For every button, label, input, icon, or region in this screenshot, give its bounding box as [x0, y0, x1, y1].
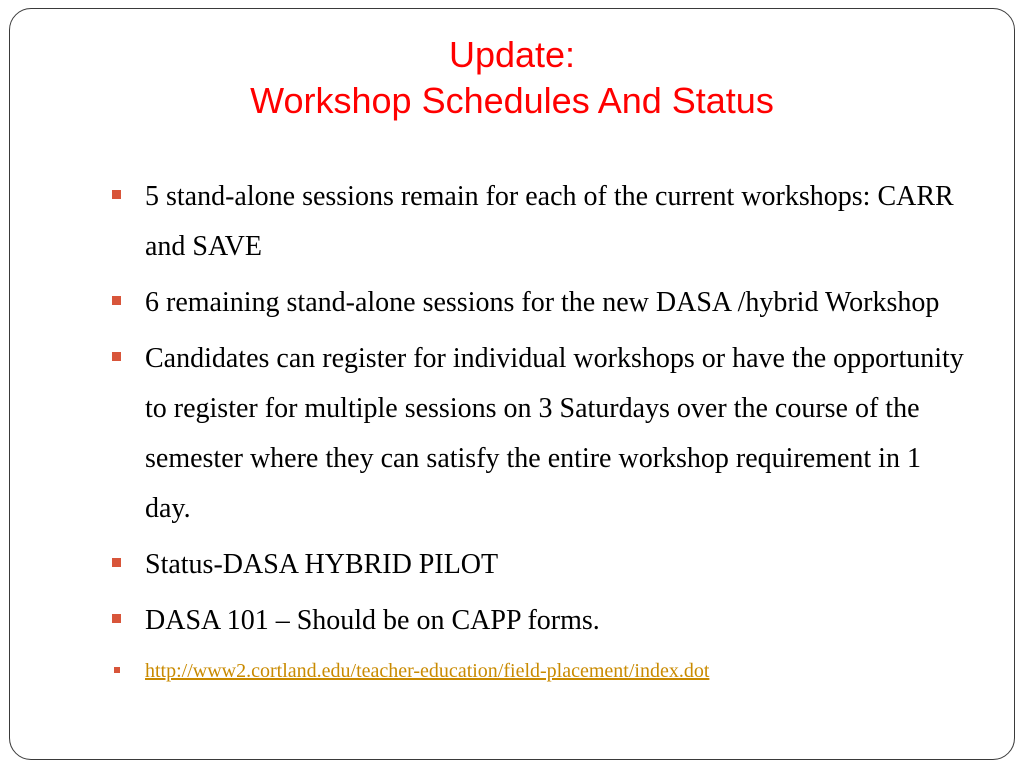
title-line-1: Update: [448, 34, 576, 75]
square-bullet-icon [112, 558, 121, 567]
bullet-item [112, 172, 972, 272]
bullet-text: Status-DASA HYBRID PILOT [145, 549, 499, 580]
bullet-list [112, 172, 972, 686]
bullet-item-link [112, 656, 972, 686]
bullet-text: 5 stand-alone sessions remain for each of the current workshops: CARR and SAVE [145, 181, 954, 262]
square-bullet-icon [112, 614, 121, 623]
bullet-item [112, 596, 972, 646]
title-line-2: Workshop Schedules And Status [250, 80, 774, 121]
square-bullet-icon [112, 296, 121, 305]
bullet-text: DASA 101 – Should be on CAPP forms. [145, 605, 600, 636]
bullet-item [112, 334, 972, 534]
field-placement-link[interactable]: http://www2.cortland.edu/teacher-education/field-placement/index.dot [145, 660, 710, 682]
square-bullet-icon [112, 190, 121, 199]
slide-title [0, 32, 1024, 124]
square-bullet-icon [112, 352, 121, 361]
square-bullet-icon [114, 667, 120, 673]
bullet-item [112, 540, 972, 590]
bullet-item [112, 278, 972, 328]
bullet-text: Candidates can register for individual workshops or have the opportunity to register for multiple sessions on 3 Saturdays over the course of the semester where they can satisfy the entire workshop requirement in 1 day. [145, 343, 964, 524]
bullet-text: 6 remaining stand-alone sessions for the new DASA /hybrid Workshop [145, 287, 940, 318]
